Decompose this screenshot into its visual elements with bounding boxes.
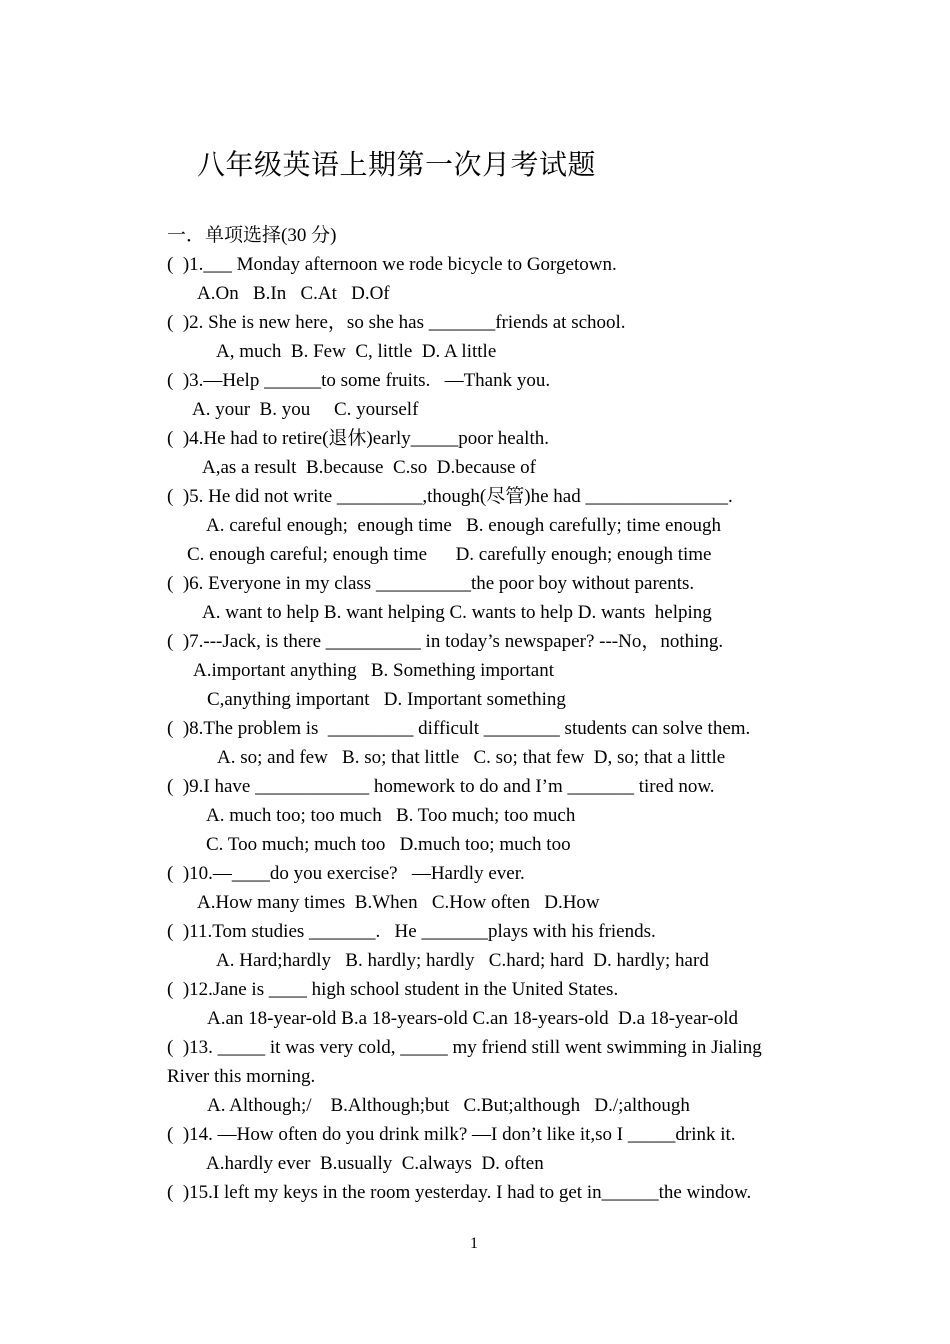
question-8: ( )8.The problem is _________ difficult ________ students can solve them. <box>167 718 751 739</box>
question-2-options: A, much B. Few C, little D. A little <box>216 341 497 362</box>
question-4: ( )4.He had to retire(退休)early_____poor health. <box>167 428 549 449</box>
question-8-options: A. so; and few B. so; that little C. so; that few D, so; that a little <box>217 747 726 768</box>
page-title: 八年级英语上期第一次月考试题 <box>197 148 597 181</box>
question-14: ( )14. —How often do you drink milk? —I don’t like it,so I _____drink it. <box>167 1124 736 1145</box>
question-13-options: A. Although;/ B.Although;but C.But;although D./;although <box>207 1095 690 1116</box>
question-12-options: A.an 18-year-old B.a 18-years-old C.an 18-years-old D.a 18-year-old <box>207 1008 739 1029</box>
question-6: ( )6. Everyone in my class __________the poor boy without parents. <box>167 573 695 594</box>
question-6-options: A. want to help B. want helping C. wants to help D. wants helping <box>202 602 712 623</box>
question-10-options: A.How many times B.When C.How often D.How <box>197 892 600 913</box>
section-heading: 一．单项选择(30 分) <box>167 225 337 246</box>
question-11: ( )11.Tom studies _______. He _______plays with his friends. <box>167 921 656 942</box>
question-13-continued: River this morning. <box>167 1066 316 1087</box>
question-1-options: A.On B.In C.At D.Of <box>197 283 390 304</box>
question-12: ( )12.Jane is ____ high school student in the United States. <box>167 979 619 1000</box>
question-14-options: A.hardly ever B.usually C.always D. often <box>206 1153 544 1174</box>
page-number: 1 <box>470 1235 478 1252</box>
question-5-options-ab: A. careful enough; enough time B. enough carefully; time enough <box>206 515 721 536</box>
question-9-options-cd: C. Too much; much too D.much too; much too <box>206 834 571 855</box>
question-4-options: A,as a result B.because C.so D.because of <box>202 457 536 478</box>
question-9: ( )9.I have ____________ homework to do and I’m _______ tired now. <box>167 776 715 797</box>
question-1: ( )1.___ Monday afternoon we rode bicycle to Gorgetown. <box>167 254 617 275</box>
question-7-options-cd: C,anything important D. Important something <box>207 689 566 710</box>
question-3: ( )3.—Help ______to some fruits. —Thank you. <box>167 370 551 391</box>
question-9-options-ab: A. much too; too much B. Too much; too much <box>206 805 576 826</box>
question-13: ( )13. _____ it was very cold, _____ my friend still went swimming in Jialing <box>167 1037 762 1058</box>
question-11-options: A. Hard;hardly B. hardly; hardly C.hard; hard D. hardly; hard <box>216 950 709 971</box>
question-7-options-ab: A.important anything B. Something important <box>193 660 554 681</box>
question-2: ( )2. She is new here，so she has _______friends at school. <box>167 312 626 333</box>
question-3-options: A. your B. you C. yourself <box>192 399 419 420</box>
question-7: ( )7.---Jack, is there __________ in today’s newspaper? ---No，nothing. <box>167 631 724 652</box>
question-5-options-cd: C. enough careful; enough time D. carefully enough; enough time <box>187 544 712 565</box>
question-10: ( )10.—____do you exercise? —Hardly ever. <box>167 863 525 884</box>
question-15: ( )15.I left my keys in the room yesterday. I had to get in______the window. <box>167 1182 752 1203</box>
question-5: ( )5. He did not write _________,though(尽管)he had _______________. <box>167 486 733 507</box>
